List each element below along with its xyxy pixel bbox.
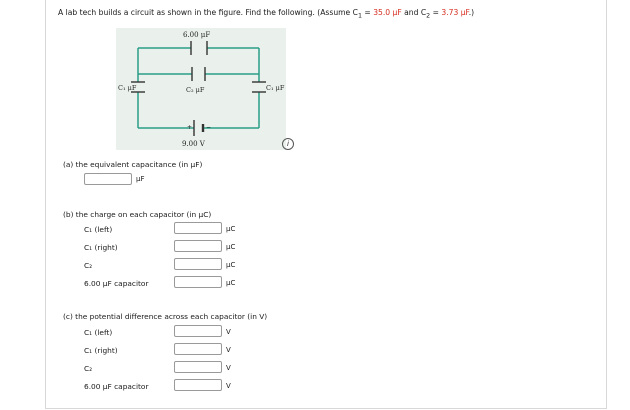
charge-c1-right-input[interactable] — [174, 240, 222, 252]
c1-right-label: C₁ μF — [266, 84, 285, 92]
part-b-row-unit: μC — [226, 243, 236, 251]
part-b-row-label: C₁ (left) — [84, 225, 113, 234]
c1-left-label: C₁ μF — [118, 84, 137, 92]
part-c-row-label: 6.00 μF capacitor — [84, 382, 149, 391]
info-icon[interactable]: i — [282, 138, 294, 150]
part-b-row-label: 6.00 μF capacitor — [84, 279, 149, 288]
part-c-row-unit: V — [226, 346, 231, 354]
top-capacitor-label: 6.00 μF — [183, 31, 211, 39]
equivalent-capacitance-input[interactable] — [84, 173, 132, 185]
part-b-row-unit: μC — [226, 261, 236, 269]
voltage-c2-input[interactable] — [174, 361, 222, 373]
charge-c2-input[interactable] — [174, 258, 222, 270]
part-a-unit: μF — [136, 175, 145, 183]
part-c-row-label: C₂ — [84, 364, 93, 373]
voltage-6uf-input[interactable] — [174, 379, 222, 391]
circuit-figure — [116, 28, 286, 150]
part-b-row-unit: μC — [226, 225, 236, 233]
problem-statement: A lab tech builds a circuit as shown in the figure. Find the following. (Assume $C_1 = 35.0$ μF and $C_2 = 3.73$ μF.) — [58, 8, 475, 20]
part-c-row-unit: V — [226, 364, 231, 372]
part-a-title: (a) the equivalent capacitance (in μF) — [63, 160, 203, 169]
charge-6uf-input[interactable] — [174, 276, 222, 288]
part-c-row-label: C₁ (left) — [84, 328, 113, 337]
part-c-row-unit: V — [226, 328, 231, 336]
voltage-c1-left-input[interactable] — [174, 325, 222, 337]
part-c-title: (c) the potential difference across each capacitor (in V) — [63, 312, 268, 321]
part-c-row-label: C₁ (right) — [84, 346, 118, 355]
part-c-row-unit: V — [226, 382, 231, 390]
charge-c1-left-input[interactable] — [174, 222, 222, 234]
battery-plus: + — [187, 124, 193, 131]
battery-voltage-label: 9.00 V — [182, 140, 205, 148]
part-b-title: (b) the charge on each capacitor (in μC) — [63, 210, 212, 219]
c2-label: C₂ μF — [186, 86, 205, 94]
battery-minus: − — [206, 124, 212, 131]
voltage-c1-right-input[interactable] — [174, 343, 222, 355]
c2-value: 3.73 μF — [441, 8, 469, 17]
part-b-row-label: C₂ — [84, 261, 93, 270]
part-b-row-label: C₁ (right) — [84, 243, 118, 252]
c1-value: 35.0 μF — [373, 8, 402, 17]
part-b-row-unit: μC — [226, 279, 236, 287]
